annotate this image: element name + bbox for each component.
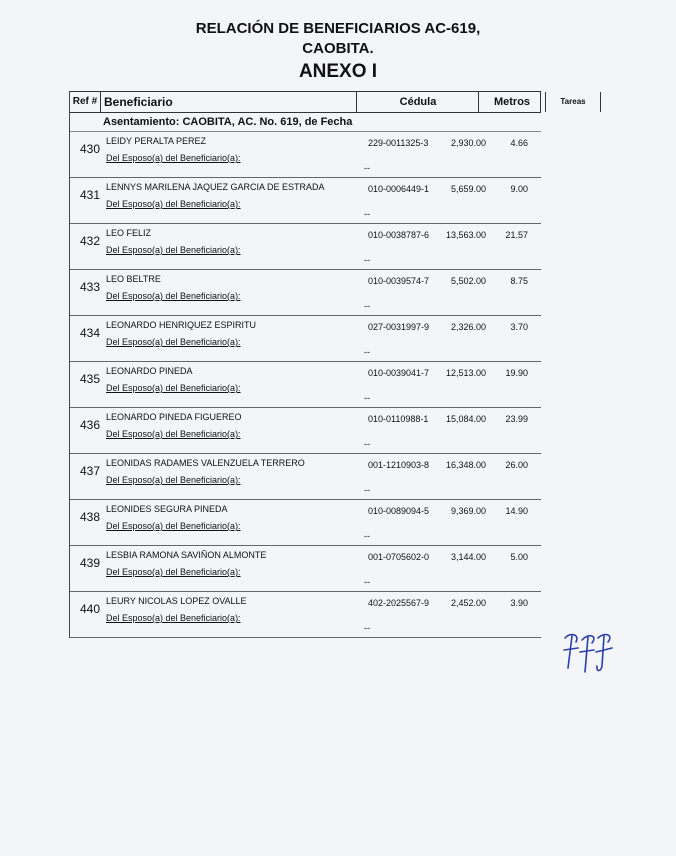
records-list [70,132,541,638]
tareas-value: 21.57 [505,230,528,240]
handwritten-signature [560,628,620,678]
spouse-label: Del Esposo(a) del Beneficiario(a): [106,245,241,255]
table-row [70,454,541,500]
table-row [70,316,541,362]
cedula-value: 010-0089094-5 [368,506,430,516]
metros-value: 9,369.00 [450,506,486,516]
cedula-value: 010-0110988-1 [368,414,429,424]
metros-value: 2,452.00 [450,598,486,608]
metros-value: 15,084.00 [445,414,486,424]
metros-value: 13,563.00 [445,230,486,240]
metros-value: 3,144.00 [450,552,486,562]
spouse-label: Del Esposo(a) del Beneficiario(a): [106,337,241,347]
spouse-value: -- [364,301,370,311]
spouse-label: Del Esposo(a) del Beneficiario(a): [106,475,241,485]
beneficiary-name: LEONARDO HENRIQUEZ ESPIRITU [106,320,257,330]
ref-number: 432 [79,234,100,248]
spouse-value: -- [364,531,370,541]
header-cedula: Cédula [358,92,479,112]
spouse-value: -- [364,485,370,495]
spouse-value: -- [364,347,370,357]
tareas-value: 9.00 [510,184,528,194]
header-tareas: Tareas [546,92,601,112]
spouse-label: Del Esposo(a) del Beneficiario(a): [106,153,241,163]
cedula-value: 010-0039574-7 [368,276,430,286]
table-row [70,270,541,316]
spouse-label: Del Esposo(a) del Beneficiario(a): [106,291,241,301]
spouse-label: Del Esposo(a) del Beneficiario(a): [106,383,241,393]
beneficiary-name: LEO BELTRE [106,274,161,284]
title-line-2: CAOBITA. [302,40,374,57]
beneficiary-name: LEONARDO PINEDA FIGUEREO [106,412,242,422]
tareas-value: 3.70 [510,322,528,332]
tareas-value: 5.00 [510,552,528,562]
tareas-value: 8.75 [510,276,528,286]
table-row [70,178,541,224]
spouse-value: -- [364,209,370,219]
tareas-value: 3.90 [510,598,528,608]
spouse-label: Del Esposo(a) del Beneficiario(a): [106,199,241,209]
tareas-value: 14.90 [505,506,528,516]
ref-number: 440 [79,602,100,616]
beneficiary-name: LESBIA RAMONA SAVIÑON ALMONTE [106,550,267,560]
annex-title: ANEXO I [298,61,378,82]
cedula-value: 001-0705602-0 [368,552,430,562]
spouse-value: -- [364,163,370,173]
table-row [70,592,541,638]
spouse-label: Del Esposo(a) del Beneficiario(a): [106,613,241,623]
metros-value: 5,502.00 [450,276,486,286]
tareas-value: 19.90 [505,368,528,378]
table-row [70,546,541,592]
cedula-value: 010-0038787-6 [368,230,430,240]
cedula-value: 027-0031997-9 [368,322,430,332]
tareas-value: 26.00 [505,460,528,470]
header-beneficiario: Beneficiario [101,92,357,112]
asentamiento-label: Asentamiento: CAOBITA, AC. No. 619, de Fecha [70,113,541,132]
beneficiaries-table [69,91,586,638]
cedula-value: 001-1210903-8 [368,460,430,470]
spouse-label: Del Esposo(a) del Beneficiario(a): [106,521,241,531]
cedula-value: 402-2025567-9 [368,598,430,608]
tareas-value: 23.99 [505,414,528,424]
ref-number: 439 [79,556,100,570]
spouse-value: -- [364,439,370,449]
table-row [70,408,541,454]
ref-number: 435 [79,372,100,386]
ref-number: 433 [79,280,100,294]
spouse-label: Del Esposo(a) del Beneficiario(a): [106,567,241,577]
metros-value: 2,930.00 [450,138,486,148]
spouse-value: -- [364,255,370,265]
table-row [70,224,541,270]
ref-number: 434 [79,326,100,340]
ref-number: 430 [79,142,100,156]
metros-value: 16,348.00 [445,460,486,470]
beneficiary-name: LEURY NICOLAS LOPEZ OVALLE [106,596,247,606]
ref-number: 436 [79,418,100,432]
beneficiary-name: LEO FELIZ [106,228,152,238]
header-ref: Ref # [70,92,101,112]
beneficiary-name: LENNYS MARILENA JAQUEZ GARCIA DE ESTRADA [106,182,325,192]
beneficiary-name: LEONIDAS RADAMES VALENZUELA TERRERO [106,458,305,468]
table-row [70,500,541,546]
table-row [70,362,541,408]
metros-value: 12,513.00 [445,368,486,378]
spouse-value: -- [364,577,370,587]
metros-value: 5,659.00 [450,184,486,194]
cedula-value: 229-0011325-3 [368,138,429,148]
beneficiary-name: LEONIDES SEGURA PINEDA [106,504,228,514]
metros-value: 2,326.00 [450,322,486,332]
beneficiary-name: LEIDY PERALTA PEREZ [106,136,207,146]
table-header [70,91,586,113]
title-line-1: RELACIÓN DE BENEFICIARIOS AC-619, [195,20,481,37]
spouse-value: -- [364,623,370,633]
cedula-value: 010-0039041-7 [368,368,430,378]
tareas-value: 4.66 [510,138,528,148]
ref-number: 438 [79,510,100,524]
header-metros: Metros [479,92,546,112]
beneficiary-name: LEONARDO PINEDA [106,366,193,376]
ref-number: 431 [79,188,100,202]
table-row [70,132,541,178]
spouse-value: -- [364,393,370,403]
cedula-value: 010-0006449-1 [368,184,430,194]
ref-number: 437 [79,464,100,478]
spouse-label: Del Esposo(a) del Beneficiario(a): [106,429,241,439]
